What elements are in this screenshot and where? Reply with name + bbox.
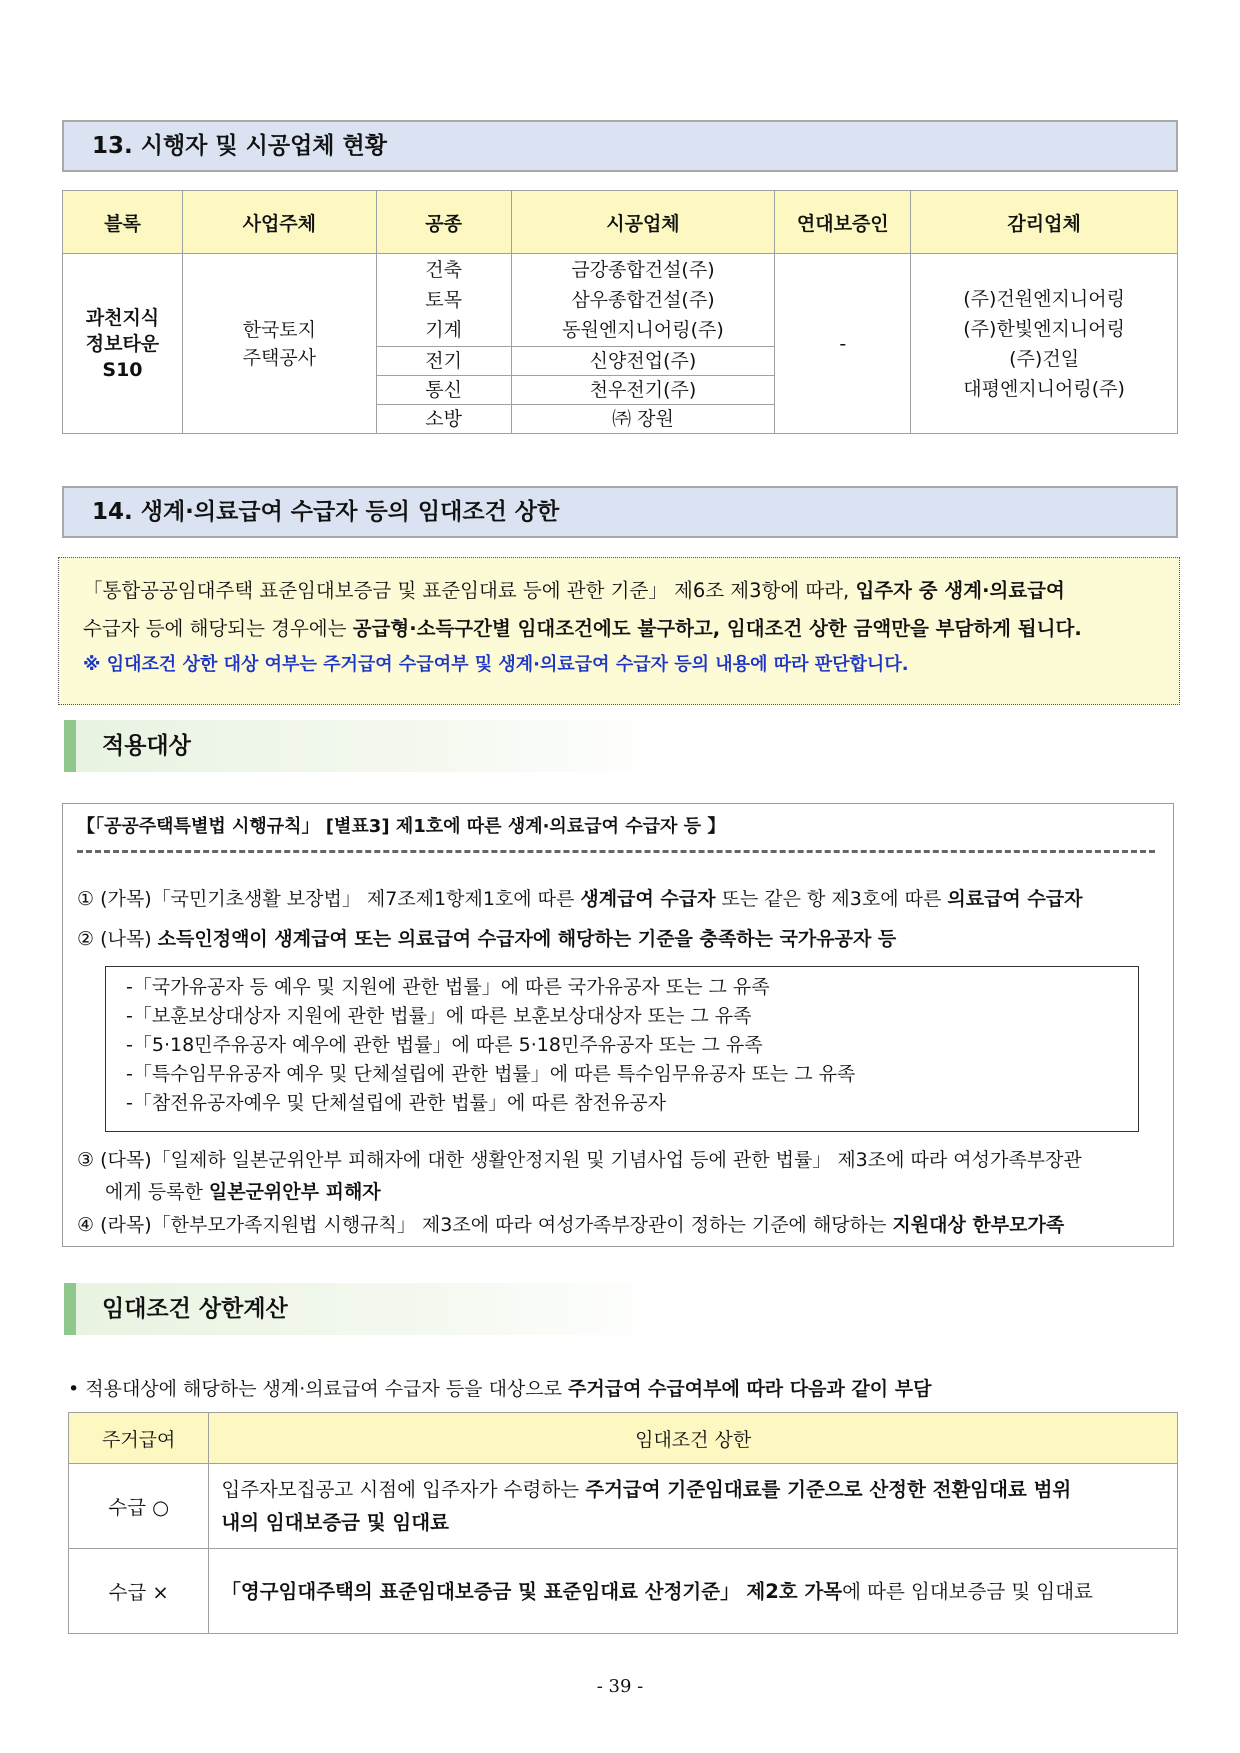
header-trade: 공종 [376, 191, 511, 254]
bullet-emphasis: 주거급여 수급여부에 따라 다음과 같이 부담 [568, 1378, 932, 1400]
block-line: 과천지식 [85, 306, 160, 329]
rent-cap-table [68, 1412, 1178, 1634]
target-subheader: 적용대상 [64, 720, 670, 772]
list-item: -「5·18민주유공자 예우에 관한 법률」에 따른 5·18민주유공자 또는 그 유족 [126, 1034, 763, 1056]
value-line [221, 1473, 1165, 1506]
target-box-title: 【「공공주택특별법 시행규칙」 [별표3] 제1호에 따른 생계·의료급여 수급자 등 】 [77, 816, 726, 837]
trade-line: 토목 [425, 289, 463, 311]
supervisor-cell [911, 254, 1178, 434]
owner-cell [182, 254, 376, 434]
target-box [62, 803, 1174, 1247]
item-text: ③ (다목)「일제하 일본군위안부 피해자에 대한 생활안정지원 및 기념사업 등에 관한 법률」 제3조에 따라 여성가족부장관 [77, 1149, 1082, 1171]
item-text: 또는 같은 항 제3호에 따른 [715, 888, 948, 910]
supervisor-line: 대평엔지니어링(주) [963, 377, 1125, 400]
item-text: ② (나목) [77, 928, 158, 950]
contractor-cell: ㈜ 장원 [511, 405, 775, 434]
notice-line-1 [83, 572, 1159, 610]
header-supervisor: 감리업체 [911, 191, 1178, 254]
item-emphasis: 생계급여 수급자 [580, 888, 716, 910]
header-contractor: 시공업체 [511, 191, 775, 254]
contractor-line: 동원엔지니어링(주) [562, 319, 724, 341]
list-item: -「보훈보상대상자 지원에 관한 법률」에 따른 보훈보상대상자 또는 그 유족 [126, 1005, 752, 1027]
table-header-row [69, 1413, 1178, 1464]
row-value-not-receiving [209, 1549, 1178, 1634]
trade-line: 기계 [425, 319, 463, 341]
notice-text: 「통합공공임대주택 표준임대보증금 및 표준임대료 등에 관한 기준」 제6조 제3항에 따라, [83, 579, 856, 602]
owner-line: 한국토지 [242, 318, 317, 341]
table-row [63, 254, 1178, 347]
contractor-line: 삼우종합건설(주) [571, 289, 715, 311]
supervisor-line: (주)건원엔지니어링 [963, 287, 1125, 310]
owner-line: 주택공사 [242, 346, 317, 369]
trade-cell [376, 254, 511, 347]
target-item-1 [77, 884, 1082, 911]
list-item: -「국가유공자 등 예우 및 지원에 관한 법률」에 따른 국가유공자 또는 그 유족 [126, 976, 770, 998]
target-item-4 [77, 1210, 1064, 1237]
value-emphasis: 주거급여 기준임대료를 기준으로 산정한 전환임대료 범위 [585, 1478, 1072, 1501]
trade-cell: 전기 [376, 347, 511, 376]
notice-box [58, 557, 1180, 705]
table-header-row [63, 191, 1178, 254]
block-cell [63, 254, 183, 434]
value-emphasis: 내의 임대보증금 및 임대료 [221, 1511, 449, 1534]
header-rent-cap: 임대조건 상한 [209, 1413, 1178, 1464]
section-13-header: 13. 시행자 및 시공업체 현황 [62, 120, 1178, 172]
row-value-receiving [209, 1464, 1178, 1549]
section-14-header: 14. 생계·의료급여 수급자 등의 임대조건 상한 [62, 486, 1178, 538]
item-emphasis: 일본군위안부 피해자 [208, 1181, 381, 1203]
row-label-not-receiving: 수급 × [69, 1549, 209, 1634]
list-item: -「참전유공자예우 및 단체설립에 관한 법률」에 따른 참전유공자 [126, 1092, 666, 1114]
item-emphasis: 의료급여 수급자 [947, 888, 1083, 910]
header-block: 블록 [63, 191, 183, 254]
contractor-cell: 천우전기(주) [511, 376, 775, 405]
target-item-3 [77, 1144, 1082, 1208]
supervisor-line: (주)한빛엔지니어링 [963, 317, 1125, 340]
item-text: ① (가목)「국민기초생활 보장법」 제7조제1항제1호에 따른 [77, 888, 581, 910]
guarantor-cell: - [775, 254, 911, 434]
contractor-line: 금강종합건설(주) [571, 259, 715, 281]
trade-cell: 소방 [376, 405, 511, 434]
notice-emphasis: 입주자 중 생계·의료급여 [855, 579, 1065, 602]
item-continuation [77, 1176, 1082, 1208]
notice-line-2 [83, 610, 1159, 648]
table-row [69, 1549, 1178, 1634]
item-text: 에게 등록한 [105, 1181, 209, 1203]
item-text: ④ (라목)「한부모가족지원법 시행규칙」 제3조에 따라 여성가족부장관이 정하는 기준에 해당하는 [77, 1214, 893, 1236]
value-emphasis: 「영구임대주택의 표준임대보증금 및 표준임대료 산정기준」 제2호 가목 [221, 1579, 843, 1603]
header-guarantor: 연대보증인 [775, 191, 911, 254]
item-emphasis: 지원대상 한부모가족 [892, 1214, 1065, 1236]
merit-list-box [105, 966, 1139, 1132]
contractor-table [62, 190, 1178, 434]
trade-line: 건축 [425, 259, 463, 281]
page-number: - 39 - [596, 1676, 644, 1697]
dashed-divider [77, 850, 1155, 853]
trade-cell: 통신 [376, 376, 511, 405]
target-item-2 [77, 924, 896, 951]
item-emphasis: 소득인정액이 생계급여 또는 의료급여 수급자에 해당하는 기준을 충족하는 국가유공자 등 [157, 928, 897, 950]
bullet-text: • 적용대상에 해당하는 생계·의료급여 수급자 등을 대상으로 [68, 1378, 569, 1400]
value-line [221, 1506, 1165, 1539]
notice-text: 수급자 등에 해당되는 경우에는 [83, 617, 353, 640]
row-label-receiving: 수급 ○ [69, 1464, 209, 1549]
contractor-cell: 신양전업(주) [511, 347, 775, 376]
notice-note: ※ 임대조건 상한 대상 여부는 주거급여 수급여부 및 생계·의료급여 수급자 등의 내용에 따라 판단합니다. [83, 654, 909, 675]
value-text: 에 따른 임대보증금 및 임대료 [842, 1579, 1093, 1603]
header-owner: 사업주체 [182, 191, 376, 254]
notice-emphasis: 공급형·소득구간별 임대조건에도 불구하고, 임대조건 상한 금액만을 부담하게 됩니다. [352, 617, 1082, 640]
calc-bullet [68, 1374, 931, 1401]
header-housing-benefit: 주거급여 [69, 1413, 209, 1464]
calc-subheader: 임대조건 상한계산 [64, 1283, 670, 1335]
list-item: -「특수임무유공자 예우 및 단체설립에 관한 법률」에 따른 특수임무유공자 또는 그 유족 [126, 1063, 856, 1085]
block-line: S10 [102, 358, 143, 381]
value-text: 입주자모집공고 시점에 입주자가 수령하는 [221, 1478, 586, 1501]
block-line: 정보타운 [85, 332, 160, 355]
table-row [69, 1464, 1178, 1549]
contractor-cell [511, 254, 775, 347]
supervisor-line: (주)건일 [1009, 347, 1080, 370]
